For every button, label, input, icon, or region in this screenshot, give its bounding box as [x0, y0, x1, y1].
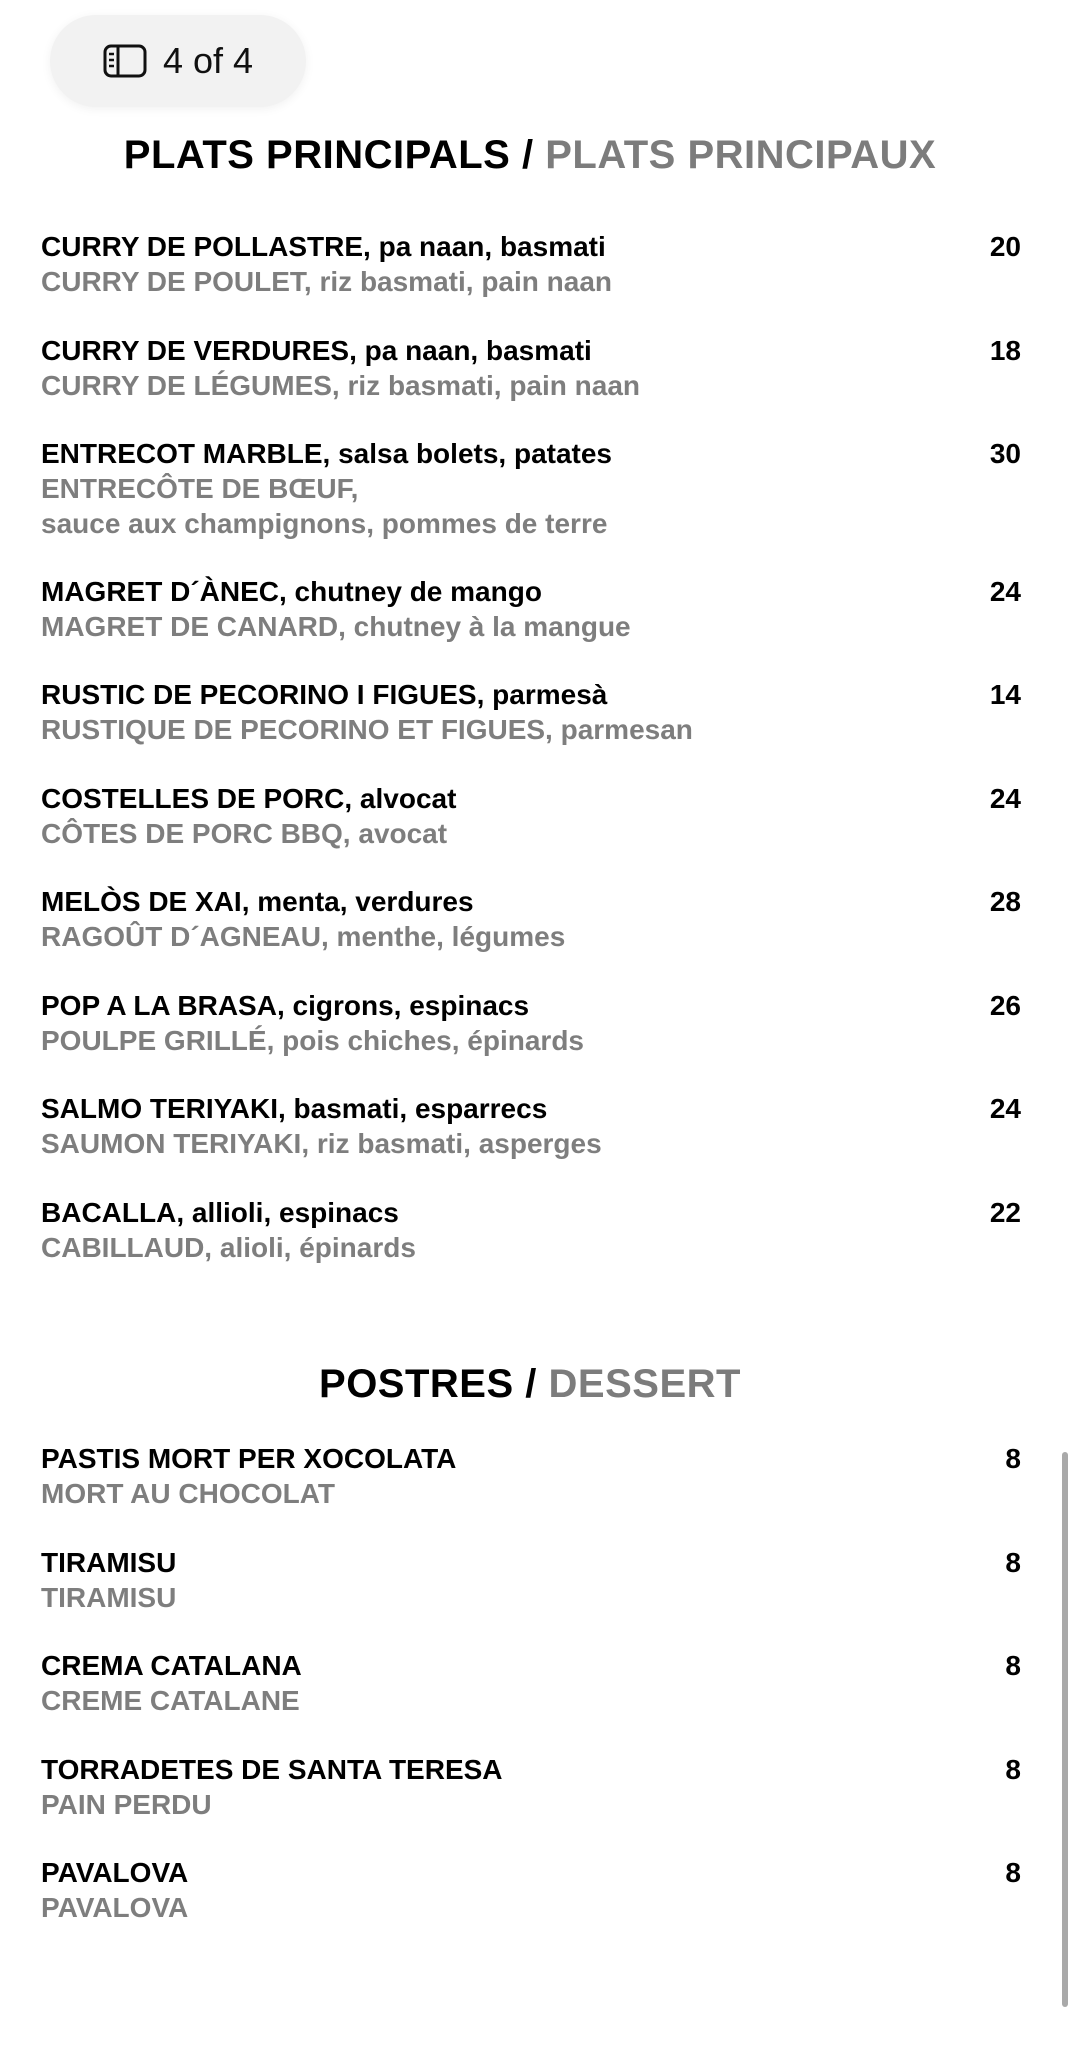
dish-fr: MORT AU CHOCOLAT: [41, 1478, 335, 1509]
section-title-ca: POSTRES: [319, 1362, 514, 1406]
dish-fr: PAIN PERDU: [41, 1789, 212, 1820]
dish-name-ca: ENTRECOT MARBLE: [41, 438, 323, 469]
dish-price: 28: [989, 886, 1021, 917]
dish-price: 8: [1005, 1443, 1021, 1474]
section-title-desserts: [0, 1362, 1060, 1407]
menu-item: [41, 229, 1021, 299]
menu-item: [41, 436, 1021, 541]
dish-fr: RAGOÛT D´AGNEAU, menthe, légumes: [41, 921, 566, 952]
dish-price: 24: [989, 1093, 1021, 1124]
menu-item: [41, 1648, 1021, 1718]
page-indicator-label: 4 of 4: [162, 40, 254, 81]
dish-fr: SAUMON TERIYAKI, riz basmati, asperges: [41, 1128, 602, 1159]
dish-fr: CURRY DE POULET, riz basmati, pain naan: [41, 266, 613, 297]
dish-fr: PAVALOVA: [41, 1892, 189, 1923]
dish-price: 24: [989, 783, 1021, 814]
dish-name-ca: RUSTIC DE PECORINO I FIGUES: [41, 679, 477, 710]
dish-name-ca: COSTELLES DE PORC: [41, 783, 345, 814]
dish-price: 20: [989, 231, 1021, 262]
section-title-ca: PLATS PRINCIPALS: [123, 133, 511, 177]
dish-name-ca: PAVALOVA: [41, 1857, 189, 1888]
dish-name-ca: CURRY DE VERDURES: [41, 335, 350, 366]
dish-name-ca: BACALLA: [41, 1197, 177, 1228]
menu-item: [41, 1195, 1021, 1265]
dish-desc-ca: , cigrons, espinacs: [276, 990, 530, 1021]
dish-fr: CÔTES DE PORC BBQ, avocat: [41, 818, 448, 849]
dish-name-ca: TIRAMISU: [41, 1547, 177, 1578]
dish-price: 24: [989, 576, 1021, 607]
menu-item: [41, 1441, 1021, 1511]
dish-name-ca: CURRY DE POLLASTRE: [41, 231, 364, 262]
dish-name-ca: MAGRET D´ÀNEC: [41, 576, 279, 607]
dish-fr: TIRAMISU: [41, 1582, 177, 1613]
menu-item: [41, 1091, 1021, 1161]
dish-desc-ca: , alvocat: [344, 783, 457, 814]
sidebar-panel-icon: [103, 44, 147, 78]
page-indicator[interactable]: [50, 15, 306, 107]
dish-price: 8: [1005, 1547, 1021, 1578]
section-title-fr: PLATS PRINCIPAUX: [545, 133, 937, 177]
dish-price: 18: [989, 335, 1021, 366]
menu-item: [41, 1855, 1021, 1925]
menu-item: [41, 677, 1021, 747]
dish-name-ca: MELÒS DE XAI: [41, 886, 242, 917]
dish-fr: CABILLAUD, alioli, épinards: [41, 1232, 416, 1263]
dish-fr: RUSTIQUE DE PECORINO ET FIGUES, parmesan: [41, 714, 693, 745]
dish-desc-ca: , basmati, esparrecs: [278, 1093, 548, 1124]
menu-item: [41, 988, 1021, 1058]
dish-desc-ca: , allioli, espinacs: [176, 1197, 399, 1228]
dish-fr: POULPE GRILLÉ, pois chiches, épinards: [41, 1025, 585, 1056]
dish-price: 22: [989, 1197, 1021, 1228]
dish-desc-ca: , chutney de mango: [279, 576, 542, 607]
dish-desc-ca: , pa naan, basmati: [349, 335, 592, 366]
dish-price: 14: [989, 679, 1021, 710]
menu-item: [41, 333, 1021, 403]
dish-price: 30: [989, 438, 1021, 469]
dish-fr-line2: sauce aux champignons, pommes de terre: [41, 508, 608, 539]
dish-price: 8: [1005, 1857, 1021, 1888]
dish-desc-ca: , menta, verdures: [241, 886, 474, 917]
dish-desc-ca: , parmesà: [476, 679, 608, 710]
menu-item: [41, 884, 1021, 954]
scrollbar[interactable]: [1062, 1452, 1068, 2007]
dish-fr: CURRY DE LÉGUMES, riz basmati, pain naan: [41, 370, 641, 401]
dish-desc-ca: , pa naan, basmati: [363, 231, 606, 262]
menu-item: [41, 574, 1021, 644]
dish-desc-ca: , salsa bolets, patates: [322, 438, 613, 469]
dish-fr: MAGRET DE CANARD, chutney à la mangue: [41, 611, 631, 642]
section-title-separator: /: [525, 1362, 537, 1406]
menu-item: [41, 781, 1021, 851]
menu-item: [41, 1752, 1021, 1822]
dish-fr: CREME CATALANE: [41, 1685, 300, 1716]
dish-name-ca: SALMO TERIYAKI: [41, 1093, 278, 1124]
dish-price: 8: [1005, 1754, 1021, 1785]
dish-fr: ENTRECÔTE DE BŒUF,: [41, 473, 359, 504]
dish-price: 8: [1005, 1650, 1021, 1681]
dish-name-ca: CREMA CATALANA: [41, 1650, 302, 1681]
menu-item: [41, 1545, 1021, 1615]
dish-price: 26: [989, 990, 1021, 1021]
section-title-separator: /: [521, 133, 534, 177]
section-title-fr: DESSERT: [548, 1362, 741, 1406]
dish-name-ca: POP A LA BRASA: [41, 990, 277, 1021]
dish-name-ca: PASTIS MORT PER XOCOLATA: [41, 1443, 457, 1474]
section-title-mains: [0, 133, 1060, 178]
dish-name-ca: TORRADETES DE SANTA TERESA: [41, 1754, 503, 1785]
